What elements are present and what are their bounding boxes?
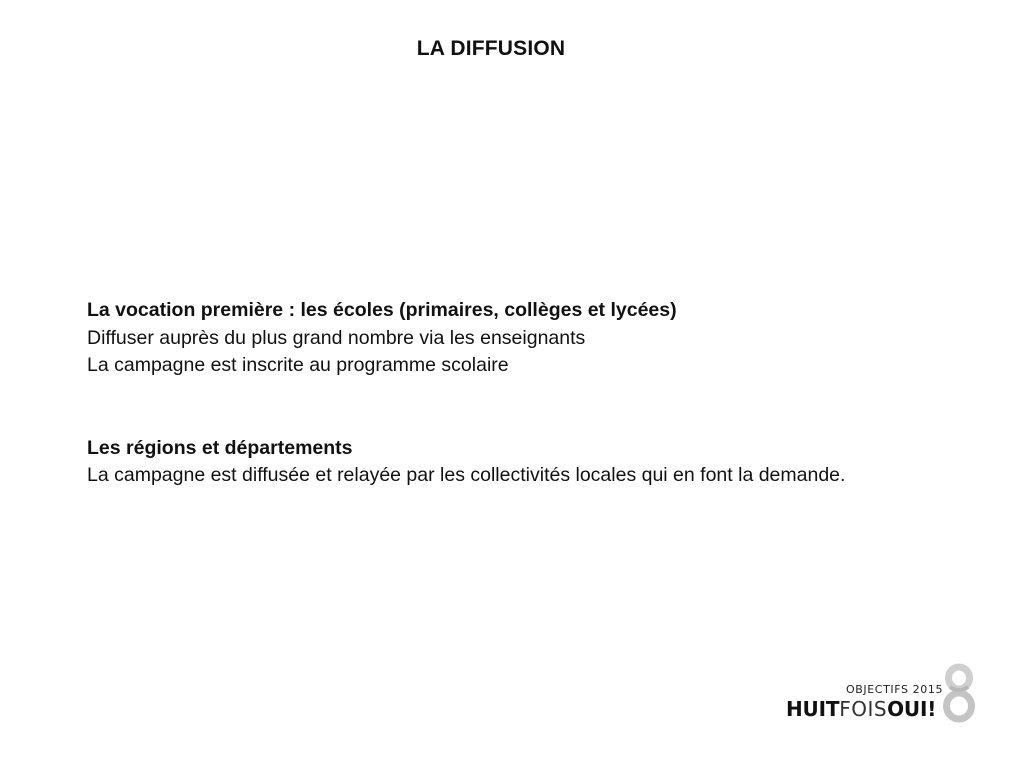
logo-tagline: OBJECTIFS 2015 [846, 683, 944, 696]
slide-body [87, 297, 887, 490]
logo-wordmark-fois: FOIS [839, 697, 888, 721]
page-title: LA DIFFUSION [416, 37, 566, 60]
logo-wordmark-huit: HUIT [786, 697, 840, 721]
section-schools [87, 297, 887, 380]
section-line: La campagne est inscrite au programme scolaire [87, 354, 509, 376]
section-line: La campagne est diffusée et relayée par les collectivités locales qui en font la demande. [87, 464, 846, 486]
section-heading: La vocation première : les écoles (primaires, collèges et lycées) [87, 299, 677, 321]
logo-wordmark [786, 697, 936, 721]
section-line: Diffuser auprès du plus grand nombre via les enseignants [87, 326, 586, 349]
section-heading: Les régions et départements [87, 436, 353, 459]
huit-fois-oui-logo [784, 662, 984, 726]
section-regions [87, 435, 887, 490]
figure-eight-icon [941, 662, 977, 724]
logo-wordmark-oui: OUI! [887, 697, 937, 721]
